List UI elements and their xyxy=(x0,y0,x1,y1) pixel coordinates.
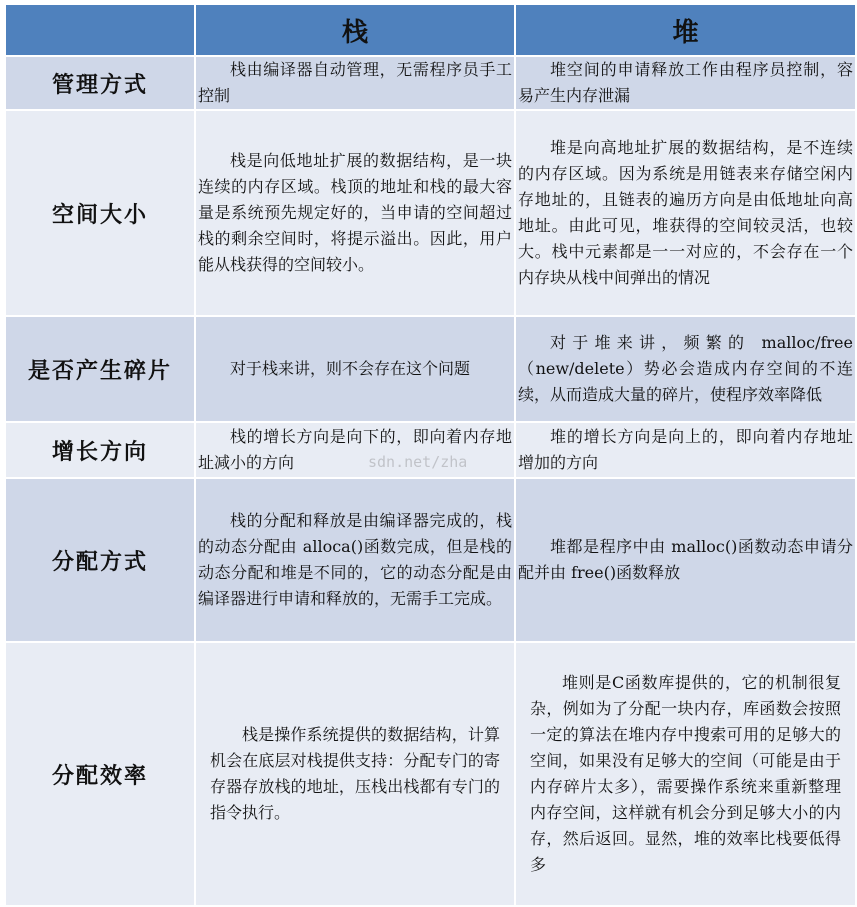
table-row xyxy=(5,56,856,110)
row-label: 分配方式 xyxy=(5,478,195,642)
stack-cell: 栈的分配和释放是由编译器完成的，栈的动态分配由 alloca()函数完成，但是栈的动态分配和堆是不同的，它的动态分配是由编译器进行申请和释放的，无需手工完成。 xyxy=(195,478,515,642)
row-label: 是否产生碎片 xyxy=(5,316,195,422)
table-row xyxy=(5,110,856,316)
corner-cell xyxy=(5,4,195,56)
row-label: 管理方式 xyxy=(5,56,195,110)
header-stack: 栈 xyxy=(195,4,515,56)
stack-cell: 栈由编译器自动管理，无需程序员手工控制 xyxy=(195,56,515,110)
heap-cell: 堆是向高地址扩展的数据结构，是不连续的内存区域。因为系统是用链表来存储空闲内存地址的，且链表的遍历方向是由低地址向高地址。由此可见，堆获得的空间较灵活，也较大。栈中元素都是一一对应的，不会存在一个内存块从栈中间弹出的情况 xyxy=(515,110,856,316)
header-row xyxy=(5,4,856,56)
stack-cell: 栈的增长方向是向下的，即向着内存地址减小的方向 xyxy=(195,422,515,478)
table-row xyxy=(5,316,856,422)
header-heap: 堆 xyxy=(515,4,856,56)
heap-cell: 堆则是C函数库提供的，它的机制很复杂，例如为了分配一块内存，库函数会按照一定的算法在堆内存中搜索可用的足够大的空间，如果没有足够大的空间（可能是由于内存碎片太多），需要操作系统来重新整理内存空间，这样就有机会分到足够大小的内存，然后返回。显然，堆的效率比栈要低得多 xyxy=(515,642,856,906)
row-label: 分配效率 xyxy=(5,642,195,906)
table-row xyxy=(5,642,856,906)
heap-cell: 堆都是程序中由 malloc()函数动态申请分配并由 free()函数释放 xyxy=(515,478,856,642)
stack-heap-comparison-table xyxy=(4,3,857,907)
heap-cell: 对于堆来讲，频繁的 malloc/free（new/delete）势必会造成内存空间的不连续，从而造成大量的碎片，使程序效率降低 xyxy=(515,316,856,422)
table-row xyxy=(5,422,856,478)
stack-cell: 对于栈来讲，则不会存在这个问题 xyxy=(195,316,515,422)
row-label: 空间大小 xyxy=(5,110,195,316)
heap-cell: 堆的增长方向是向上的，即向着内存地址增加的方向 xyxy=(515,422,856,478)
watermark-text: sdn.net/zha xyxy=(368,453,468,471)
table-row xyxy=(5,478,856,642)
stack-cell: 栈是操作系统提供的数据结构，计算机会在底层对栈提供支持：分配专门的寄存器存放栈的地址，压栈出栈都有专门的指令执行。 xyxy=(195,642,515,906)
stack-cell: 栈是向低地址扩展的数据结构，是一块连续的内存区域。栈顶的地址和栈的最大容量是系统预先规定好的，当申请的空间超过栈的剩余空间时，将提示溢出。因此，用户能从栈获得的空间较小。 xyxy=(195,110,515,316)
row-label: 增长方向 xyxy=(5,422,195,478)
heap-cell: 堆空间的申请释放工作由程序员控制，容易产生内存泄漏 xyxy=(515,56,856,110)
